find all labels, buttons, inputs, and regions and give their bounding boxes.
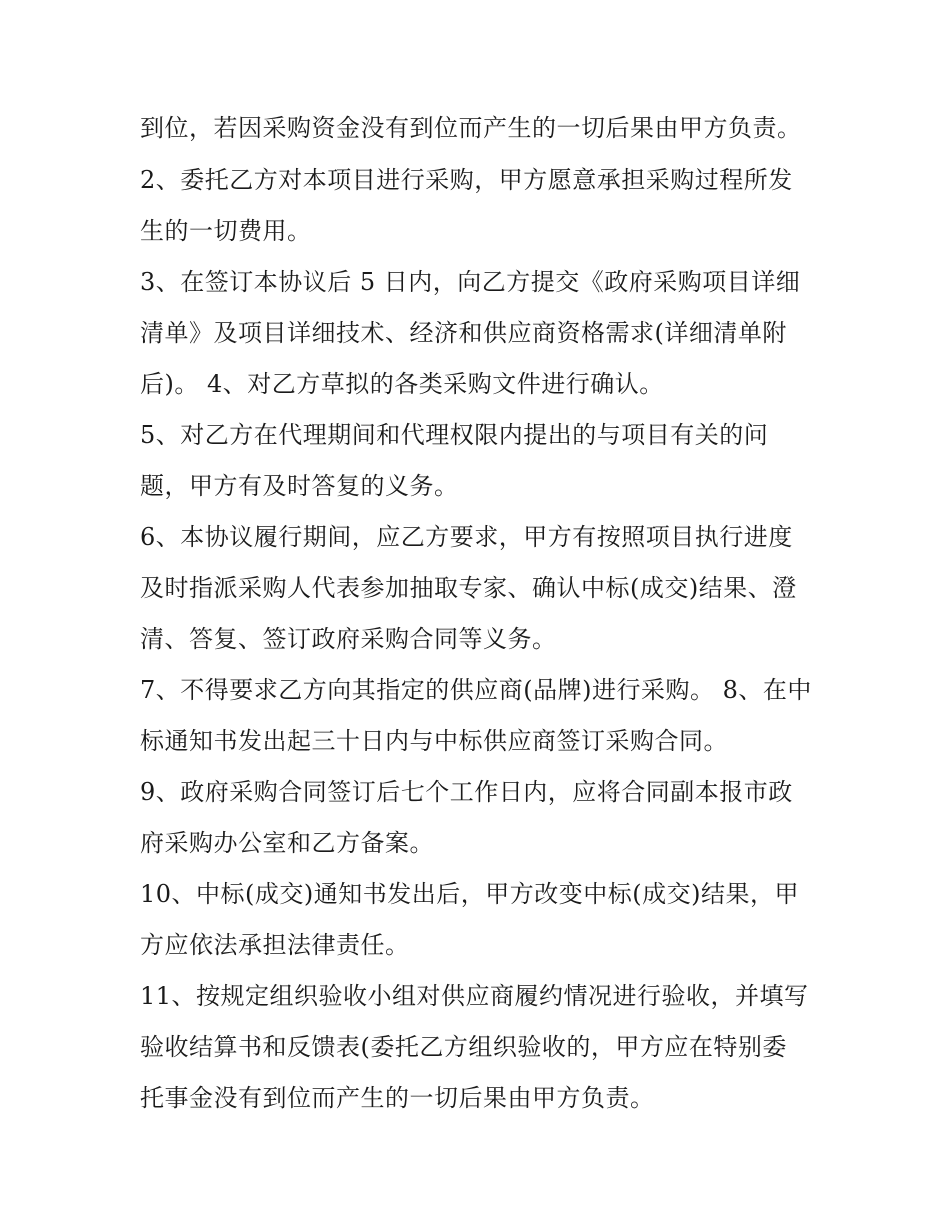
text-line: 生的一切费用。 xyxy=(140,217,312,245)
text-line: 府采购办公室和乙方备案。 xyxy=(140,829,434,857)
text-line: 9、政府采购合同签订后七个工作日内，应将合同副本报市政 xyxy=(140,778,793,806)
text-line: 及时指派采购人代表参加抽取专家、确认中标(成交)结果、澄 xyxy=(140,574,797,602)
text-line: 方应依法承担法律责任。 xyxy=(140,931,410,959)
text-line: 6、本协议履行期间，应乙方要求，甲方有按照项目执行进度 xyxy=(140,523,793,551)
text-line: 到位，若因采购资金没有到位而产生的一切后果由甲方负责。 xyxy=(140,114,802,142)
text-line: 托事金没有到位而产生的一切后果由甲方负责。 xyxy=(140,1084,655,1112)
text-line: 3、在签订本协议后 5 日内，向乙方提交《政府采购项目详细 xyxy=(140,268,801,296)
text-line: 清单》及项目详细技术、经济和供应商资格需求(详细清单附 xyxy=(140,319,787,347)
text-line: 验收结算书和反馈表(委托乙方组织验收的，甲方应在特别委 xyxy=(140,1033,787,1061)
text-line: 7、不得要求乙方向其指定的供应商(品牌)进行采购。 8、在中 xyxy=(140,676,812,704)
text-line: 11、按规定组织验收小组对供应商履约情况进行验收，并填写 xyxy=(140,982,809,1010)
text-line: 题，甲方有及时答复的义务。 xyxy=(140,472,459,500)
text-line: 清、答复、签订政府采购合同等义务。 xyxy=(140,625,557,653)
text-line: 标通知书发出起三十日内与中标供应商签订采购合同。 xyxy=(140,727,728,755)
text-line: 5、对乙方在代理期间和代理权限内提出的与项目有关的问 xyxy=(140,421,769,449)
text-line: 后)。 4、对乙方草拟的各类采购文件进行确认。 xyxy=(140,370,664,398)
text-line: 10、中标(成交)通知书发出后，甲方改变中标(成交)结果，甲 xyxy=(140,880,799,908)
text-line: 2、委托乙方对本项目进行采购，甲方愿意承担采购过程所发 xyxy=(140,166,793,194)
